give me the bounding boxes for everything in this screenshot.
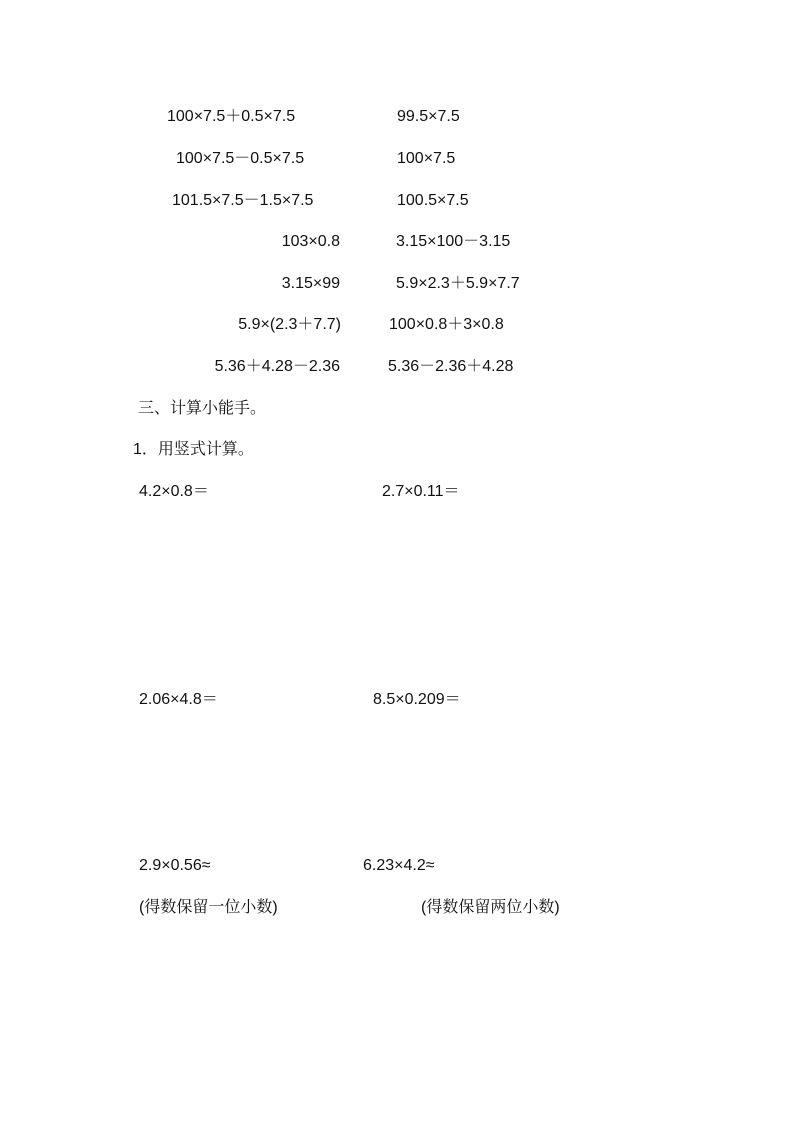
match-right-4: 3.15×100－3.15 [396, 233, 511, 250]
match-left-1: 100×7.5＋0.5×7.5 [167, 108, 296, 125]
match-left-3: 101.5×7.5－1.5×7.5 [172, 192, 314, 209]
match-right-1: 99.5×7.5 [397, 108, 460, 125]
problem-3: 2.06×4.8＝ [139, 691, 218, 708]
problem-5: 2.9×0.56≈ [139, 857, 211, 874]
match-left-5: 3.15×99 [281, 275, 340, 292]
match-right-5: 5.9×2.3＋5.9×7.7 [396, 275, 520, 292]
section-heading: 三、计算小能手。 [138, 400, 267, 417]
match-left-2: 100×7.5－0.5×7.5 [176, 150, 305, 167]
match-right-7: 5.36－2.36＋4.28 [388, 358, 514, 375]
problem-4: 8.5×0.209＝ [373, 691, 461, 708]
match-left-4: 103×0.8 [281, 233, 340, 250]
match-right-3: 100.5×7.5 [397, 192, 469, 209]
problem-2: 2.7×0.11＝ [382, 483, 460, 500]
match-left-7: 5.36＋4.28－2.36 [214, 358, 340, 375]
problem-6: 6.23×4.2≈ [363, 857, 435, 874]
problem-1: 4.2×0.8＝ [139, 483, 209, 500]
match-left-6: 5.9×(2.3＋7.7) [238, 316, 341, 333]
problem-5-note: (得数保留一位小数) [139, 899, 278, 916]
match-right-2: 100×7.5 [397, 150, 456, 167]
match-right-6: 100×0.8＋3×0.8 [389, 316, 504, 333]
problem-6-note: (得数保留两位小数) [421, 899, 560, 916]
question-1-label: 1．用竖式计算。 [133, 441, 254, 458]
